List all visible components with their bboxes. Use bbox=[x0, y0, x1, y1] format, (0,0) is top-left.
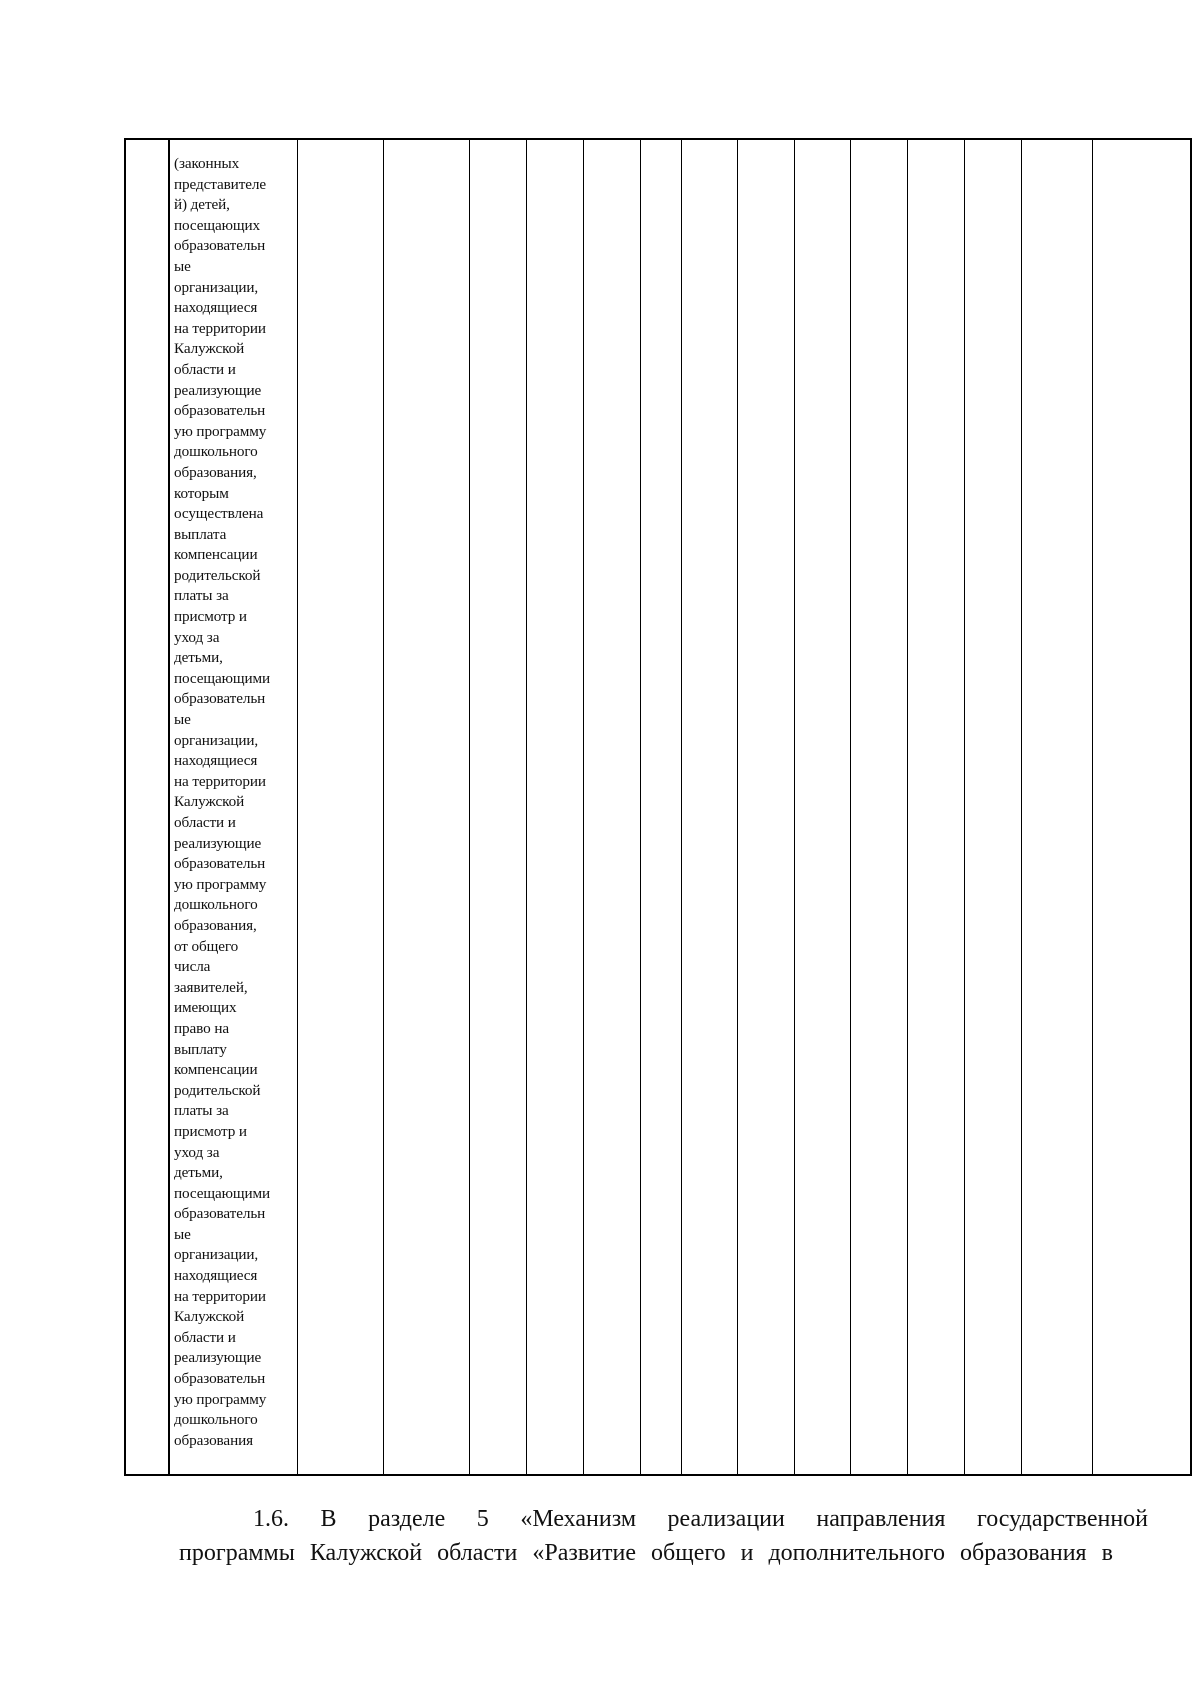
column-divider bbox=[469, 140, 470, 1474]
body-paragraph: 1.6. В разделе 5 «Механизм реализации направления государственной программы Калужской области «Развитие общего и дополнительного образования в bbox=[179, 1506, 1148, 1566]
column-divider bbox=[907, 140, 908, 1474]
column-divider bbox=[794, 140, 795, 1474]
column-divider bbox=[168, 140, 170, 1474]
column-divider bbox=[737, 140, 738, 1474]
column-divider bbox=[681, 140, 682, 1474]
data-table bbox=[124, 138, 1192, 1476]
indicator-name-cell: (законных представителе й) детей, посещающих образовательн ые организации, находящиеся на территории Калужской области и реализующие образовательн ую программу дошкольного образования, которым осуществлена выплата компенсации родительской платы за присмотр и уход за детьми, посещающими образовательн ые организации, находящиеся на территории Калужской области и реализующие образовательн ую программу дошкольного образования, от общего числа заявителей, имеющих право на выплату компенсации родительской платы за присмотр и уход за детьми, посещающими образовательн ые организации, находящиеся на территории Калужской области и реализующие образовательн ую программу дошкольного образования bbox=[174, 155, 271, 1449]
column-divider bbox=[964, 140, 965, 1474]
column-divider bbox=[383, 140, 384, 1474]
column-divider bbox=[583, 140, 584, 1474]
column-divider bbox=[526, 140, 527, 1474]
column-divider bbox=[1021, 140, 1022, 1474]
column-divider bbox=[640, 140, 641, 1474]
column-divider bbox=[850, 140, 851, 1474]
column-divider bbox=[297, 140, 298, 1474]
column-divider bbox=[1092, 140, 1093, 1474]
